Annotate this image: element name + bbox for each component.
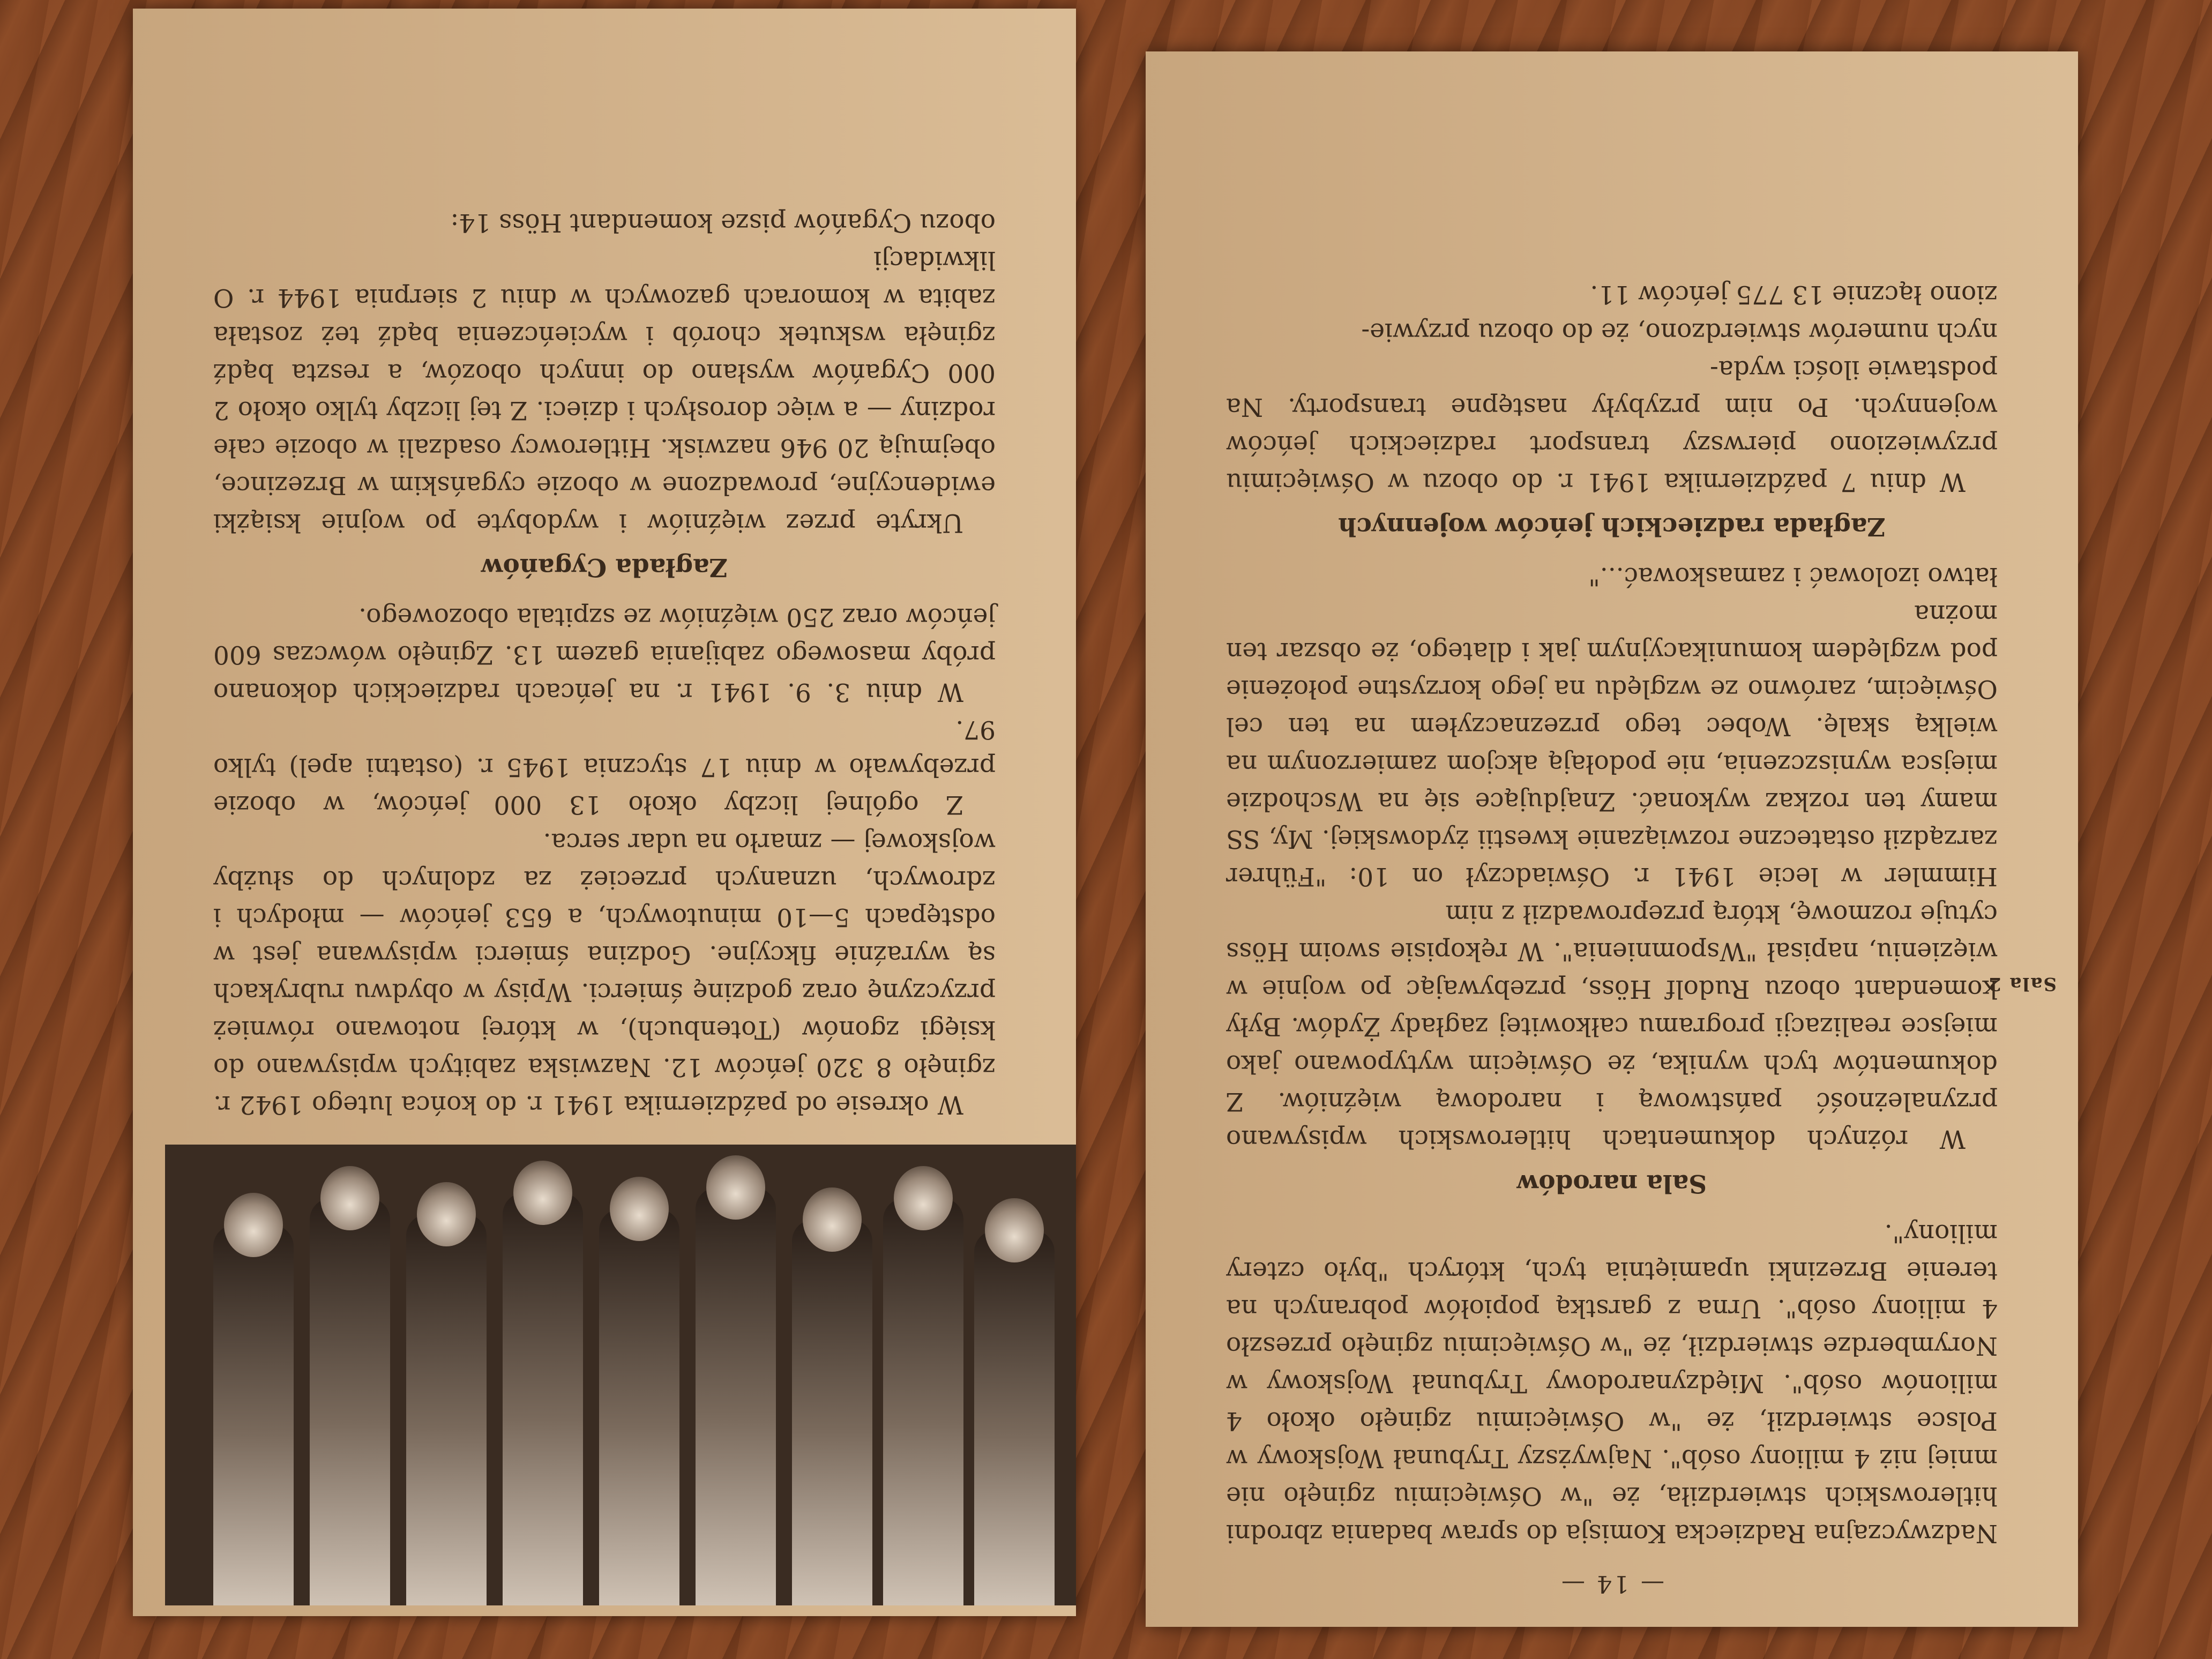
text-column bbox=[213, 204, 996, 1123]
photo-of-prisoners bbox=[165, 1145, 1076, 1605]
paragraph-jency-end: zionо łącznie 13 775 jeńców 11. bbox=[1590, 280, 1998, 309]
prisoner-head bbox=[803, 1187, 862, 1252]
paragraph-okres: W okresie od października 1941 r. do końca lutego 1942 r. zginęło 8 320 jeńców 12. Nazwiska zabitych wpisywano do księgi zgonów (Totenbuch), w której notowano również przyczynę oraz godzinę śmierci. Wpisy w obydwu rubrykach są wyraźnie fikcyjne. Godzina śmierci wpisywana jest w odstępach 5—10 minutowych, a 653 jeńców — młodych i zdrowych, uznanych przecież za zdolnych do służby wojskowej — zmarło na udar serca. bbox=[213, 827, 996, 1119]
paragraph-cyganie-end: obozu Cygańów pisze komendant Höss 14: bbox=[450, 208, 996, 237]
prisoner-figure bbox=[974, 1230, 1055, 1605]
paragraph-narodow: W różnych dokumentach hitlerowskich wpisywano przynależność państwową i narodową więźniów. Z dokumentów tych wynika, że Oświęcim wytypowano jako miejsce realizacji programu całkowitej zagłady Żydów. Były komendant obozu Rudolf Höss, przebywając po wojnie w więzieniu, napisał "Wspomnienia". W rękopisie swoim Höss cytuje rozmowę, którą przeprowadził z nim bbox=[1226, 899, 1998, 1154]
heading-jency: Zagłada radzieckich jeńców wojennych bbox=[1338, 512, 1886, 541]
paragraph-cyganie: Ukryte przez więźniów i wydobyte po wojnie książki ewidencyjne, prowadzone w obozie cygańskim w Brzezince, obejmują 20 946 nazwisk. Hitlerowcy osadzali w obozie całe rodziny — a więc dorosłych i dzieci. Z tej liczby tylko około 2 000 Cygańów wysłano do innych obozów, a reszta bądź zginęła wskutek chorób i wycieńczenia bądź też została zabita w komorach gazowych w dniu 2 sierpnia 1944 r. O likwidacji bbox=[213, 245, 996, 537]
sala-label: Sala 2 bbox=[1987, 973, 2057, 995]
paragraph-jency-cont: nych numerów stwierdzono, że do obozu przywie- bbox=[1361, 317, 1998, 347]
prisoner-figure bbox=[406, 1214, 487, 1605]
paragraph-jency: W dniu 7 października 1941 r. do obozu w Oświęcimiu przywieziono pierwszy transport radzieckich jeńców wojennych. Po nim przybyły następne transporty. Na podstawie ilości wyda- bbox=[1226, 355, 1998, 497]
paragraph-gaz: W dniu 3. 9. 1941 r. na jeńcach radzieckich dokonano próby masowego zabijania gazem 13. Zginęło wówczas 600 jeńców oraz 250 więźniów ze szpitala obozowego. bbox=[213, 602, 996, 707]
prisoner-head bbox=[894, 1166, 953, 1230]
prisoner-head bbox=[610, 1177, 669, 1241]
prisoner-figure bbox=[792, 1220, 872, 1605]
heading-cyganie: Zagłada Cygańów bbox=[481, 552, 728, 582]
prisoner-head bbox=[417, 1182, 476, 1246]
page-14 bbox=[1146, 51, 2078, 1627]
paragraph-ogolna: Z ogólnej liczby około 13 000 jeńców, w obozie przebywało w dniu 17 stycznia 1945 r. (ostatni apel) tylko 97. bbox=[213, 715, 996, 819]
prisoner-figure bbox=[213, 1225, 294, 1605]
prisoner-head bbox=[513, 1161, 572, 1225]
paragraph-hoss: Himmler w lecie 1941 r. Oświadczył on 10: "Führer zarządził ostateczne rozwiązanie kwestii żydowskiej. My, SS mamy ten rozkaz wykonać. Znajdujące się na Wschodzie miejsca wyniszczenia, nie podołają akcjom zamierzonym na wielką skalę. Wobec tego przeznaczyłem na ten cel Oświęcim, zarówno ze względu na jego korzystne położenie pod względem komunikacyjnym jak i dlatego, że obszar ten można bbox=[1226, 599, 1998, 891]
prisoner-head bbox=[224, 1193, 283, 1257]
quote-end: łatwo izolować i zamaskować..." bbox=[1588, 562, 1998, 591]
prisoner-head bbox=[320, 1166, 379, 1230]
paragraph-komisja: Nadzwyczajna Radziecka Komisja do spraw badania zbrodni hitlerowskich stwierdziła, że "w Oświęcimiu zginęło nie mniej niż 4 miliony osób". Najwyższy Trybunał Wojskowy w Polsce stwierdził, że "w Oświęcimiu zginęło około 4 milionów osób". Międzynarodowy Trybunał Wojskowy w Norymberdze stwierdził, że "w Oświęcimiu zginęło przeszło 4 miliony osób". Urna z garstką popiołów pobranych na terenie Brzezinki upamiętnia tych, których "było cztery miliony". bbox=[1226, 1219, 1998, 1548]
prisoner-figure bbox=[696, 1187, 776, 1605]
prisoner-head bbox=[985, 1198, 1044, 1262]
page-number: — 14 — bbox=[1559, 1570, 1664, 1597]
text-column bbox=[1226, 275, 1998, 1552]
prisoner-head bbox=[706, 1155, 765, 1220]
prisoner-figure bbox=[503, 1193, 583, 1605]
page-15 bbox=[133, 9, 1076, 1616]
prisoner-figure bbox=[883, 1198, 963, 1605]
prisoner-figure bbox=[310, 1198, 390, 1605]
prisoner-figure bbox=[599, 1209, 679, 1605]
heading-sala-narodow: Sala narodów bbox=[1516, 1169, 1707, 1198]
